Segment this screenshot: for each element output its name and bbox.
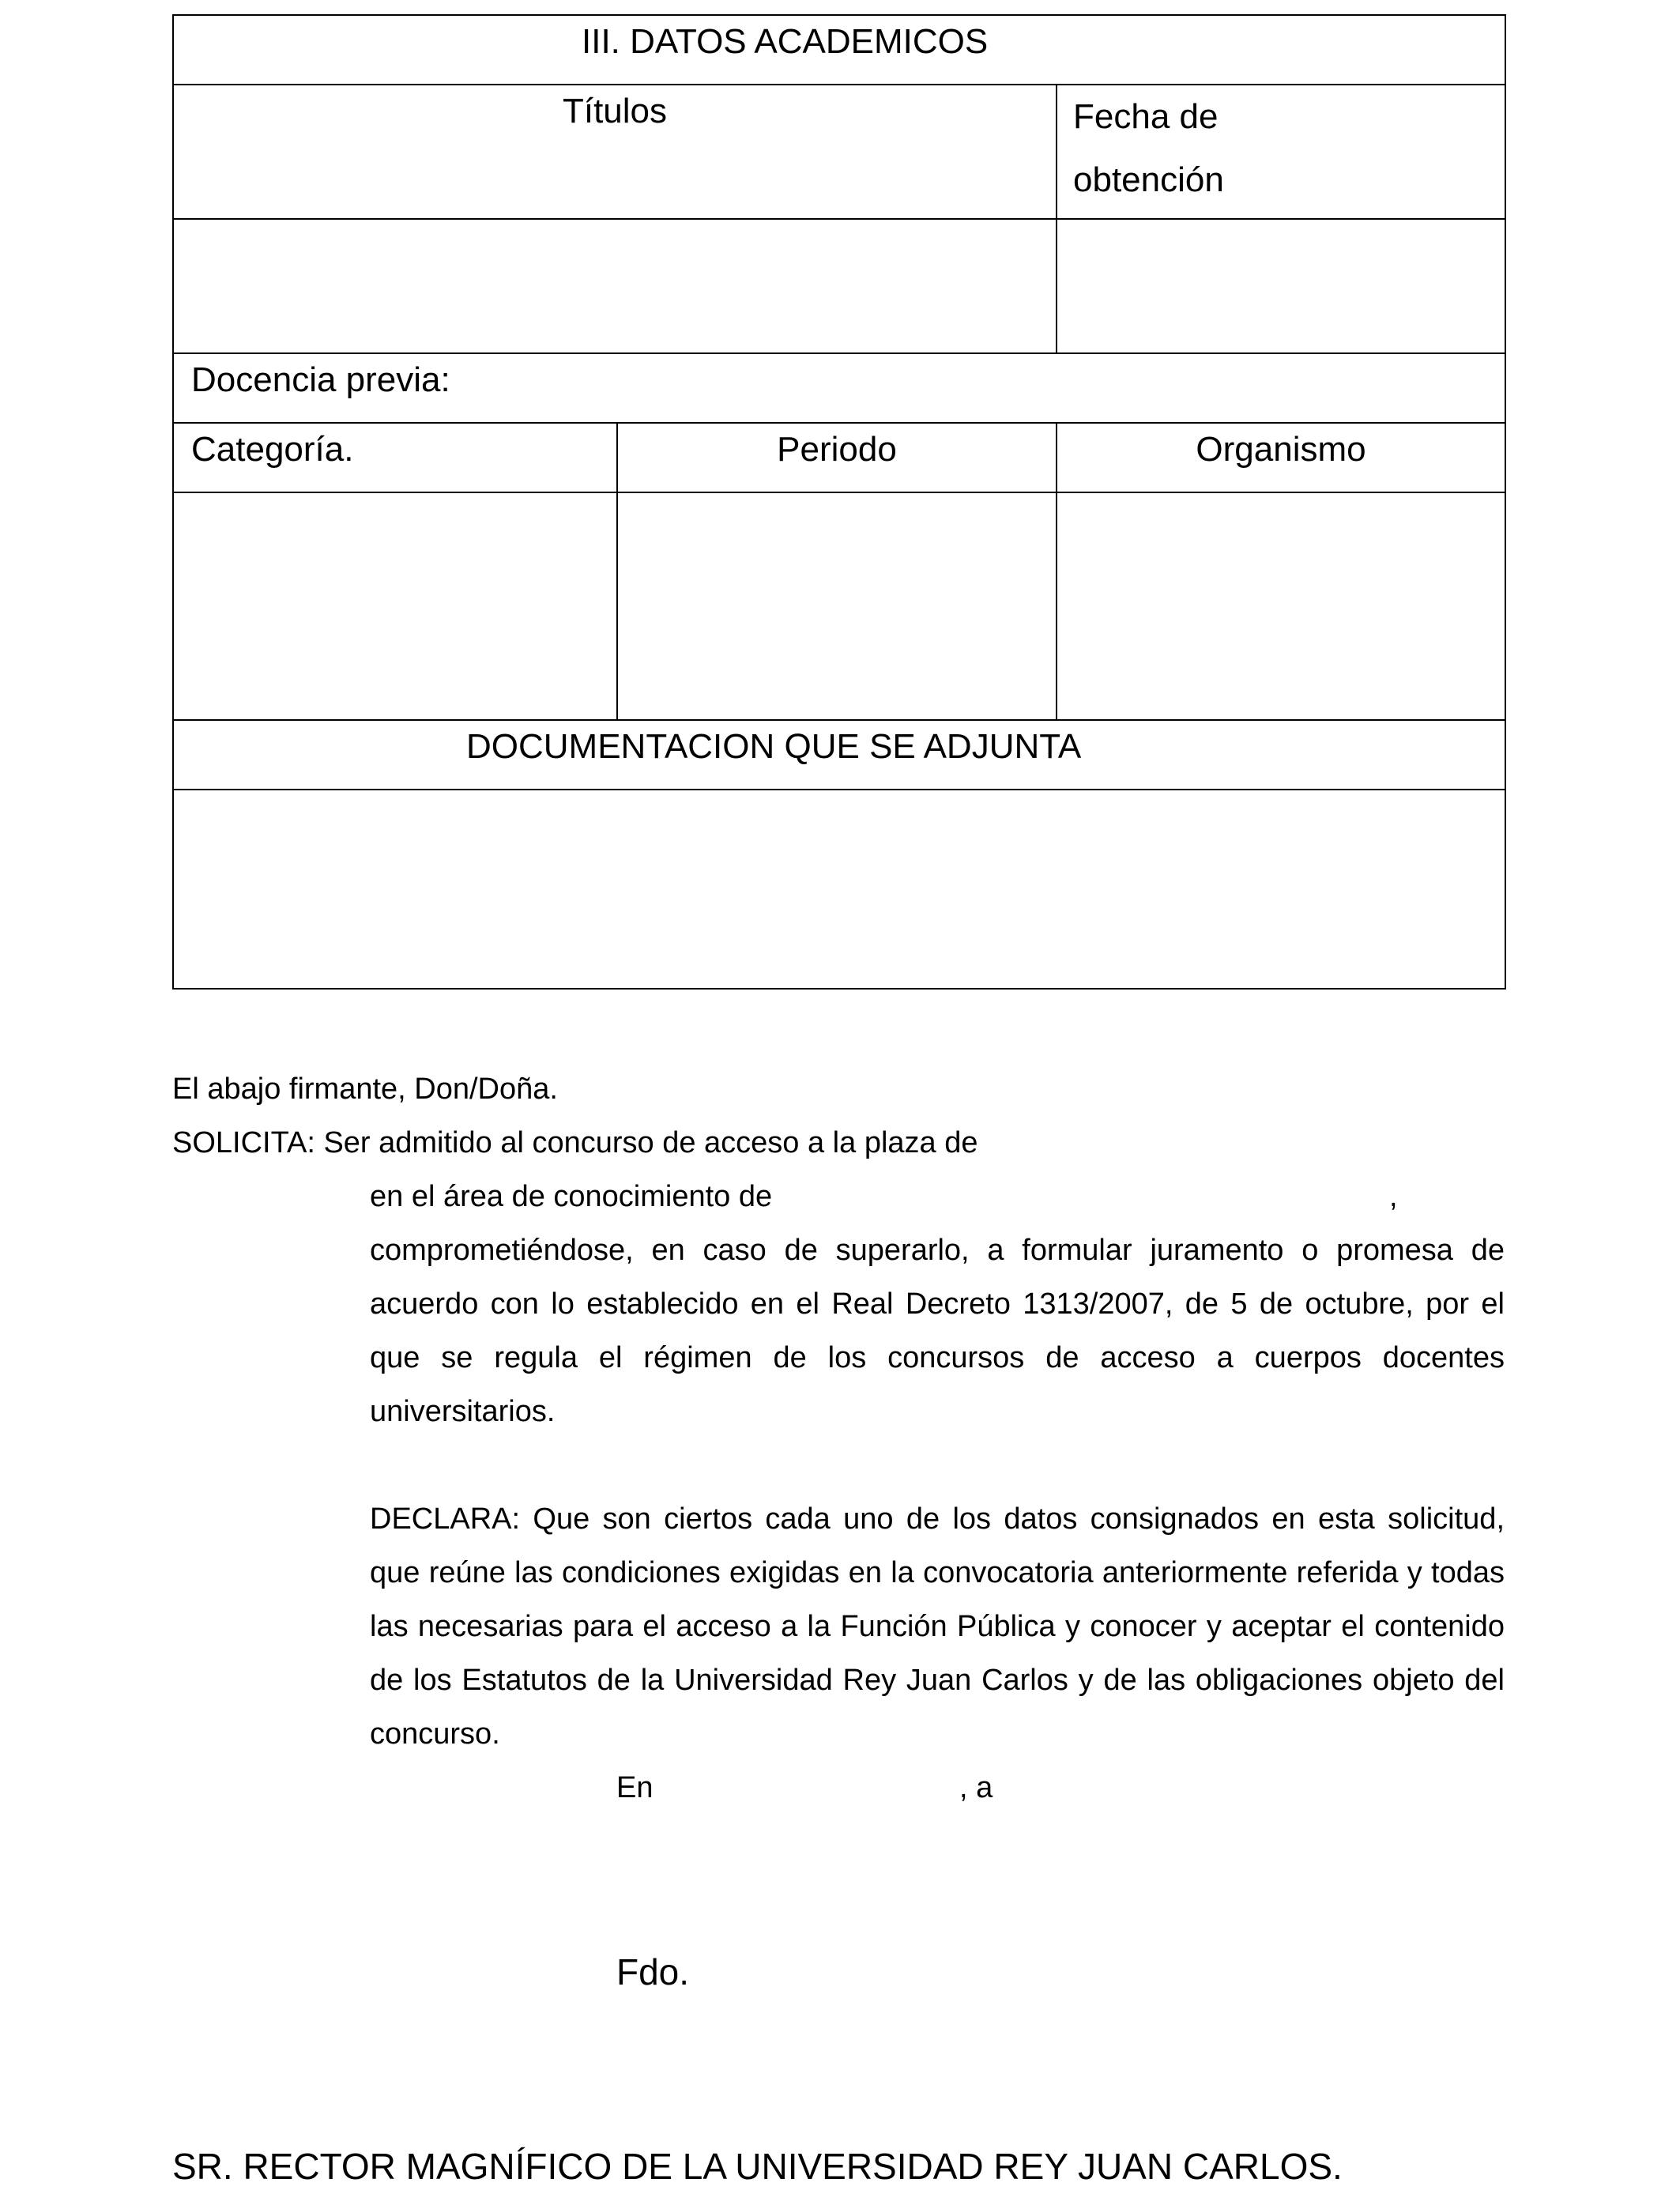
signature-field[interactable] xyxy=(711,1928,1422,2015)
titulos-input-field[interactable] xyxy=(173,219,1057,353)
area-suffix-text: , xyxy=(1389,1180,1398,1213)
periodo-header: Periodo xyxy=(777,430,897,469)
fecha-header-cell xyxy=(1057,85,1505,219)
categoria-header-cell xyxy=(173,423,617,492)
addressee-line: SR. RECTOR MAGNÍFICO DE LA UNIVERSIDAD REY JUAN CARLOS. xyxy=(172,2146,1343,2187)
periodo-input-field[interactable] xyxy=(617,492,1057,720)
fecha-header-line1: Fecha de xyxy=(1073,97,1219,136)
organismo-input-field[interactable] xyxy=(1057,492,1505,720)
signature-label: Fdo. xyxy=(616,1951,690,1992)
solicita-text: SOLICITA: Ser admitido al concurso de acceso a la plaza de xyxy=(172,1126,978,1159)
academic-data-table xyxy=(172,14,1506,990)
area-input-field[interactable] xyxy=(792,1170,1378,1223)
docencia-label: Docencia previa: xyxy=(191,360,450,399)
comprometiendose-paragraph: comprometiéndose, en caso de superarlo, a formular juramento o promesa de acuerdo con lo establecido en el Real Decreto 1313/2007, de 5 de octubre, por el que se regula el régimen de los concursos de acceso a cuerpos docentes universitarios. xyxy=(370,1234,1505,1428)
categoria-input-field[interactable] xyxy=(173,492,617,720)
docencia-label-cell xyxy=(173,353,1505,423)
a-label: , a xyxy=(959,1771,993,1804)
date-input-field[interactable] xyxy=(1019,1761,1494,1815)
categoria-header: Categoría. xyxy=(191,430,354,469)
documentacion-header: DOCUMENTACION QUE SE ADJUNTA xyxy=(466,727,1082,766)
organismo-header: Organismo xyxy=(1196,430,1366,469)
fecha-header-line2: obtención xyxy=(1073,160,1224,199)
titulos-header-cell xyxy=(173,85,1057,219)
en-label: En xyxy=(616,1771,654,1804)
section-title: III. DATOS ACADEMICOS xyxy=(582,22,989,61)
firmante-text: El abajo firmante, Don/Doña. xyxy=(172,1072,558,1106)
place-input-field[interactable] xyxy=(672,1761,956,1815)
area-prefix-text: en el área de conocimiento de xyxy=(370,1180,773,1213)
section-title-cell xyxy=(173,15,1505,85)
documentacion-input-field[interactable] xyxy=(173,790,1505,989)
periodo-header-cell xyxy=(617,423,1057,492)
documentacion-header-cell xyxy=(173,720,1505,790)
titulos-header: Títulos xyxy=(562,92,668,130)
fecha-input-field[interactable] xyxy=(1057,219,1505,353)
declara-paragraph: DECLARA: Que son ciertos cada uno de los datos consignados en esta solicitud, que reúne las condiciones exigidas en la convocatoria anteriormente referida y todas las necesarias para el acceso a la Función Pública y conocer y aceptar el contenido de los Estatutos de la Universidad Rey Juan Carlos y de las obligaciones objeto del concurso. xyxy=(370,1502,1505,1751)
organismo-header-cell xyxy=(1057,423,1505,492)
